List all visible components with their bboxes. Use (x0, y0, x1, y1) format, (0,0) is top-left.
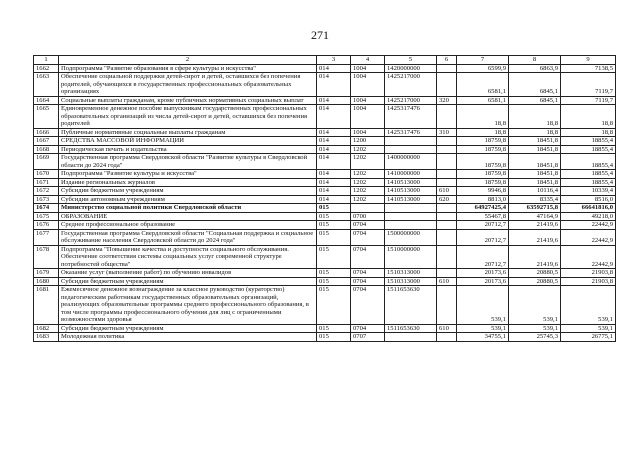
row-number: 1669 (34, 154, 59, 170)
code-ministry: 014 (317, 64, 351, 73)
row-number: 1678 (34, 245, 59, 269)
value-year-2: 6863,9 (509, 64, 561, 73)
code-ministry: 014 (317, 128, 351, 137)
code-expense-type (437, 229, 457, 245)
code-ministry: 015 (317, 333, 351, 342)
table-row (34, 229, 616, 245)
value-year-1: 18759,8 (457, 178, 509, 187)
row-number: 1665 (34, 105, 59, 129)
row-name: Ежемесячное денежное вознаграждение за классное руководство (кураторство) педагогическим работникам государственных образовательных организаций, реализующих образовательные программы среднего профессионального образования, в том числе программы профессионального обучения для лиц с ограниченными возможностями здоровья (59, 286, 317, 325)
value-year-2: 25745,3 (509, 333, 561, 342)
row-name: Издание региональных журналов (59, 178, 317, 187)
row-number: 1675 (34, 212, 59, 221)
row-name: Публичные нормативные социальные выплаты гражданам (59, 128, 317, 137)
value-year-2: 21419,6 (509, 221, 561, 230)
value-year-1: 20712,7 (457, 245, 509, 269)
value-year-3: 66641816,0 (561, 204, 616, 213)
table-row (34, 221, 616, 230)
header-row (34, 56, 616, 65)
column-header: 5 (385, 56, 437, 65)
value-year-3: 22442,9 (561, 245, 616, 269)
value-year-3: 21903,8 (561, 269, 616, 278)
value-year-1: 539,1 (457, 324, 509, 333)
code-expense-type (437, 286, 457, 325)
row-name: ОБРАЗОВАНИЕ (59, 212, 317, 221)
code-section: 0704 (351, 269, 385, 278)
code-expense-type (437, 64, 457, 73)
code-expense-type (437, 145, 457, 154)
row-number: 1664 (34, 96, 59, 105)
code-section: 0707 (351, 333, 385, 342)
code-section: 0704 (351, 286, 385, 325)
table-row (34, 245, 616, 269)
code-target: 1425217000 (385, 73, 437, 97)
row-name: Субсидии бюджетным учреждениям (59, 277, 317, 286)
value-year-3: 26775,1 (561, 333, 616, 342)
row-number: 1677 (34, 229, 59, 245)
value-year-1: 6599,9 (457, 64, 509, 73)
table-row (34, 145, 616, 154)
code-expense-type (437, 73, 457, 97)
row-name: Обеспечение социальной поддержки детей-сирот и детей, оставшихся без попечения родителей, обучающихся в государственных профессиональных образовательных организациях (59, 73, 317, 97)
code-section: 1202 (351, 195, 385, 204)
code-ministry: 014 (317, 145, 351, 154)
value-year-2: 10116,4 (509, 187, 561, 196)
code-target: 1510000000 (385, 245, 437, 269)
code-ministry: 015 (317, 245, 351, 269)
value-year-1: 55467,8 (457, 212, 509, 221)
table-row (34, 128, 616, 137)
code-section: 1004 (351, 73, 385, 97)
value-year-1: 6581,1 (457, 96, 509, 105)
code-target: 1510313000 (385, 269, 437, 278)
code-expense-type (437, 245, 457, 269)
row-number: 1674 (34, 204, 59, 213)
value-year-2: 539,1 (509, 324, 561, 333)
code-expense-type (437, 154, 457, 170)
code-target: 1400000000 (385, 154, 437, 170)
value-year-2: 20880,5 (509, 277, 561, 286)
code-expense-type (437, 178, 457, 187)
code-section: 1202 (351, 154, 385, 170)
table-row (34, 96, 616, 105)
value-year-1: 64927425,4 (457, 204, 509, 213)
budget-table (33, 55, 616, 342)
table-row (34, 277, 616, 286)
column-header: 6 (437, 56, 457, 65)
code-expense-type: 320 (437, 96, 457, 105)
page-number: 271 (311, 28, 329, 42)
code-section: 0704 (351, 221, 385, 230)
value-year-1: 20712,7 (457, 221, 509, 230)
row-number: 1666 (34, 128, 59, 137)
row-number: 1672 (34, 187, 59, 196)
code-target: 1511653630 (385, 286, 437, 325)
row-name: Субсидии автономным учреждениям (59, 195, 317, 204)
code-ministry: 015 (317, 324, 351, 333)
value-year-3: 10339,4 (561, 187, 616, 196)
code-target: 1410000000 (385, 170, 437, 179)
value-year-2: 63592715,8 (509, 204, 561, 213)
row-name: Периодическая печать и издательства (59, 145, 317, 154)
column-header: 4 (351, 56, 385, 65)
table-row (34, 170, 616, 179)
code-ministry: 014 (317, 105, 351, 129)
table-row (34, 286, 616, 325)
value-year-3: 18855,4 (561, 137, 616, 146)
code-section: 0704 (351, 245, 385, 269)
row-number: 1671 (34, 178, 59, 187)
value-year-3: 18855,4 (561, 178, 616, 187)
value-year-1: 34755,1 (457, 333, 509, 342)
row-name: Субсидии бюджетным учреждениям (59, 187, 317, 196)
row-number: 1663 (34, 73, 59, 97)
code-ministry: 015 (317, 277, 351, 286)
row-name: Субсидии бюджетным учреждениям (59, 324, 317, 333)
value-year-3: 18855,4 (561, 170, 616, 179)
code-target (385, 212, 437, 221)
row-name: Государственная программа Свердловской области "Социальная поддержка и социальное обслуживание населения Свердловской области до 2024 года" (59, 229, 317, 245)
code-ministry: 015 (317, 204, 351, 213)
row-number: 1680 (34, 277, 59, 286)
code-expense-type (437, 269, 457, 278)
column-header: 1 (34, 56, 59, 65)
value-year-3: 7119,7 (561, 73, 616, 97)
code-target: 1410513000 (385, 178, 437, 187)
code-ministry: 014 (317, 154, 351, 170)
value-year-3: 18855,4 (561, 145, 616, 154)
row-name: СРЕДСТВА МАССОВОЙ ИНФОРМАЦИИ (59, 137, 317, 146)
table-row (34, 178, 616, 187)
table-row (34, 64, 616, 73)
value-year-2: 47164,9 (509, 212, 561, 221)
code-expense-type: 610 (437, 324, 457, 333)
value-year-2: 21419,6 (509, 229, 561, 245)
table-row (34, 154, 616, 170)
row-name: Подпрограмма "Повышение качества и доступности социального обслуживания. Обеспечение соответствия системы социальных услуг современной структуре потребностей общества" (59, 245, 317, 269)
value-year-2: 6845,1 (509, 96, 561, 105)
value-year-3: 22442,9 (561, 221, 616, 230)
row-name: Молодежная политика (59, 333, 317, 342)
code-target: 1425317476 (385, 105, 437, 129)
value-year-2: 18,8 (509, 105, 561, 129)
code-expense-type: 310 (437, 128, 457, 137)
code-expense-type (437, 204, 457, 213)
code-section: 0704 (351, 277, 385, 286)
table-row (34, 333, 616, 342)
value-year-3: 8516,0 (561, 195, 616, 204)
value-year-3: 49218,0 (561, 212, 616, 221)
code-section: 1202 (351, 187, 385, 196)
code-target (385, 145, 437, 154)
table-row (34, 269, 616, 278)
value-year-1: 18759,8 (457, 145, 509, 154)
code-ministry: 014 (317, 96, 351, 105)
value-year-1: 9946,8 (457, 187, 509, 196)
column-header: 3 (317, 56, 351, 65)
code-expense-type: 620 (437, 195, 457, 204)
code-target: 1510313000 (385, 277, 437, 286)
code-ministry: 014 (317, 137, 351, 146)
value-year-1: 20173,6 (457, 277, 509, 286)
code-target (385, 221, 437, 230)
row-number: 1679 (34, 269, 59, 278)
code-target (385, 333, 437, 342)
value-year-2: 8335,4 (509, 195, 561, 204)
code-ministry: 015 (317, 212, 351, 221)
row-number: 1676 (34, 221, 59, 230)
row-number: 1668 (34, 145, 59, 154)
row-name: Оказание услуг (выполнение работ) по обучению инвалидов (59, 269, 317, 278)
value-year-3: 18,8 (561, 105, 616, 129)
code-section: 1004 (351, 64, 385, 73)
value-year-1: 18759,8 (457, 154, 509, 170)
code-target (385, 204, 437, 213)
code-section (351, 204, 385, 213)
value-year-2: 18451,8 (509, 178, 561, 187)
code-ministry: 014 (317, 170, 351, 179)
code-target: 1500000000 (385, 229, 437, 245)
row-number: 1681 (34, 286, 59, 325)
value-year-3: 22442,9 (561, 229, 616, 245)
value-year-2: 18451,8 (509, 137, 561, 146)
value-year-1: 18,8 (457, 105, 509, 129)
row-number: 1683 (34, 333, 59, 342)
code-target: 1410513000 (385, 187, 437, 196)
code-section: 1004 (351, 128, 385, 137)
code-expense-type (437, 212, 457, 221)
code-ministry: 015 (317, 229, 351, 245)
value-year-2: 539,1 (509, 286, 561, 325)
value-year-2: 6845,1 (509, 73, 561, 97)
column-header: 8 (509, 56, 561, 65)
code-ministry: 014 (317, 178, 351, 187)
row-name: Социальные выплаты гражданам, кроме публичных нормативных социальных выплат (59, 96, 317, 105)
code-section: 1004 (351, 105, 385, 129)
code-expense-type (437, 333, 457, 342)
code-target: 1425217000 (385, 96, 437, 105)
code-section: 1004 (351, 96, 385, 105)
row-number: 1667 (34, 137, 59, 146)
table-body (34, 64, 616, 341)
value-year-1: 20173,6 (457, 269, 509, 278)
value-year-2: 18,8 (509, 128, 561, 137)
value-year-1: 18759,8 (457, 170, 509, 179)
row-number: 1673 (34, 195, 59, 204)
row-name: Подпрограмма "Развитие образования в сфере культуры и искусства" (59, 64, 317, 73)
code-ministry: 015 (317, 286, 351, 325)
code-section: 1202 (351, 170, 385, 179)
code-target: 1410513000 (385, 195, 437, 204)
table-row (34, 204, 616, 213)
column-header: 2 (59, 56, 317, 65)
row-name: Государственная программа Свердловской области "Развитие культуры в Свердловской области до 2024 года" (59, 154, 317, 170)
column-header: 7 (457, 56, 509, 65)
table-row (34, 105, 616, 129)
code-section: 1202 (351, 145, 385, 154)
row-name: Подпрограмма "Развитие культуры и искусства" (59, 170, 317, 179)
code-section: 0700 (351, 212, 385, 221)
table-row (34, 212, 616, 221)
code-target (385, 137, 437, 146)
code-expense-type: 610 (437, 187, 457, 196)
code-expense-type (437, 221, 457, 230)
value-year-3: 539,1 (561, 324, 616, 333)
table-row (34, 73, 616, 97)
table-row (34, 137, 616, 146)
value-year-3: 7138,5 (561, 64, 616, 73)
table-row (34, 187, 616, 196)
code-expense-type (437, 170, 457, 179)
value-year-1: 20712,7 (457, 229, 509, 245)
code-expense-type (437, 137, 457, 146)
code-target: 1425317476 (385, 128, 437, 137)
row-number: 1682 (34, 324, 59, 333)
code-expense-type: 610 (437, 277, 457, 286)
code-section: 0704 (351, 229, 385, 245)
value-year-3: 18855,4 (561, 154, 616, 170)
row-name: Единовременное денежное пособие выпускникам государственных профессиональных образовательных организаций из числа детей-сирот и детей, оставшихся без попечения родителей (59, 105, 317, 129)
code-ministry: 015 (317, 221, 351, 230)
value-year-3: 7119,7 (561, 96, 616, 105)
code-target: 1420000000 (385, 64, 437, 73)
code-ministry: 015 (317, 269, 351, 278)
value-year-3: 539,1 (561, 286, 616, 325)
value-year-2: 18451,8 (509, 170, 561, 179)
value-year-1: 18,8 (457, 128, 509, 137)
value-year-1: 8813,0 (457, 195, 509, 204)
code-expense-type (437, 105, 457, 129)
table-row (34, 324, 616, 333)
value-year-2: 18451,8 (509, 154, 561, 170)
table-row (34, 195, 616, 204)
code-section: 1200 (351, 137, 385, 146)
row-number: 1670 (34, 170, 59, 179)
value-year-2: 18451,8 (509, 145, 561, 154)
value-year-1: 6581,1 (457, 73, 509, 97)
code-section: 1202 (351, 178, 385, 187)
row-number: 1662 (34, 64, 59, 73)
column-header: 9 (561, 56, 616, 65)
value-year-1: 539,1 (457, 286, 509, 325)
code-ministry: 014 (317, 73, 351, 97)
code-ministry: 014 (317, 195, 351, 204)
value-year-3: 21903,8 (561, 277, 616, 286)
code-section: 0704 (351, 324, 385, 333)
row-name: Среднее профессиональное образование (59, 221, 317, 230)
value-year-2: 20880,5 (509, 269, 561, 278)
value-year-2: 21419,6 (509, 245, 561, 269)
value-year-3: 18,8 (561, 128, 616, 137)
value-year-1: 18759,8 (457, 137, 509, 146)
code-ministry: 014 (317, 187, 351, 196)
row-name: Министерство социальной политики Свердловской области (59, 204, 317, 213)
code-target: 1511653630 (385, 324, 437, 333)
